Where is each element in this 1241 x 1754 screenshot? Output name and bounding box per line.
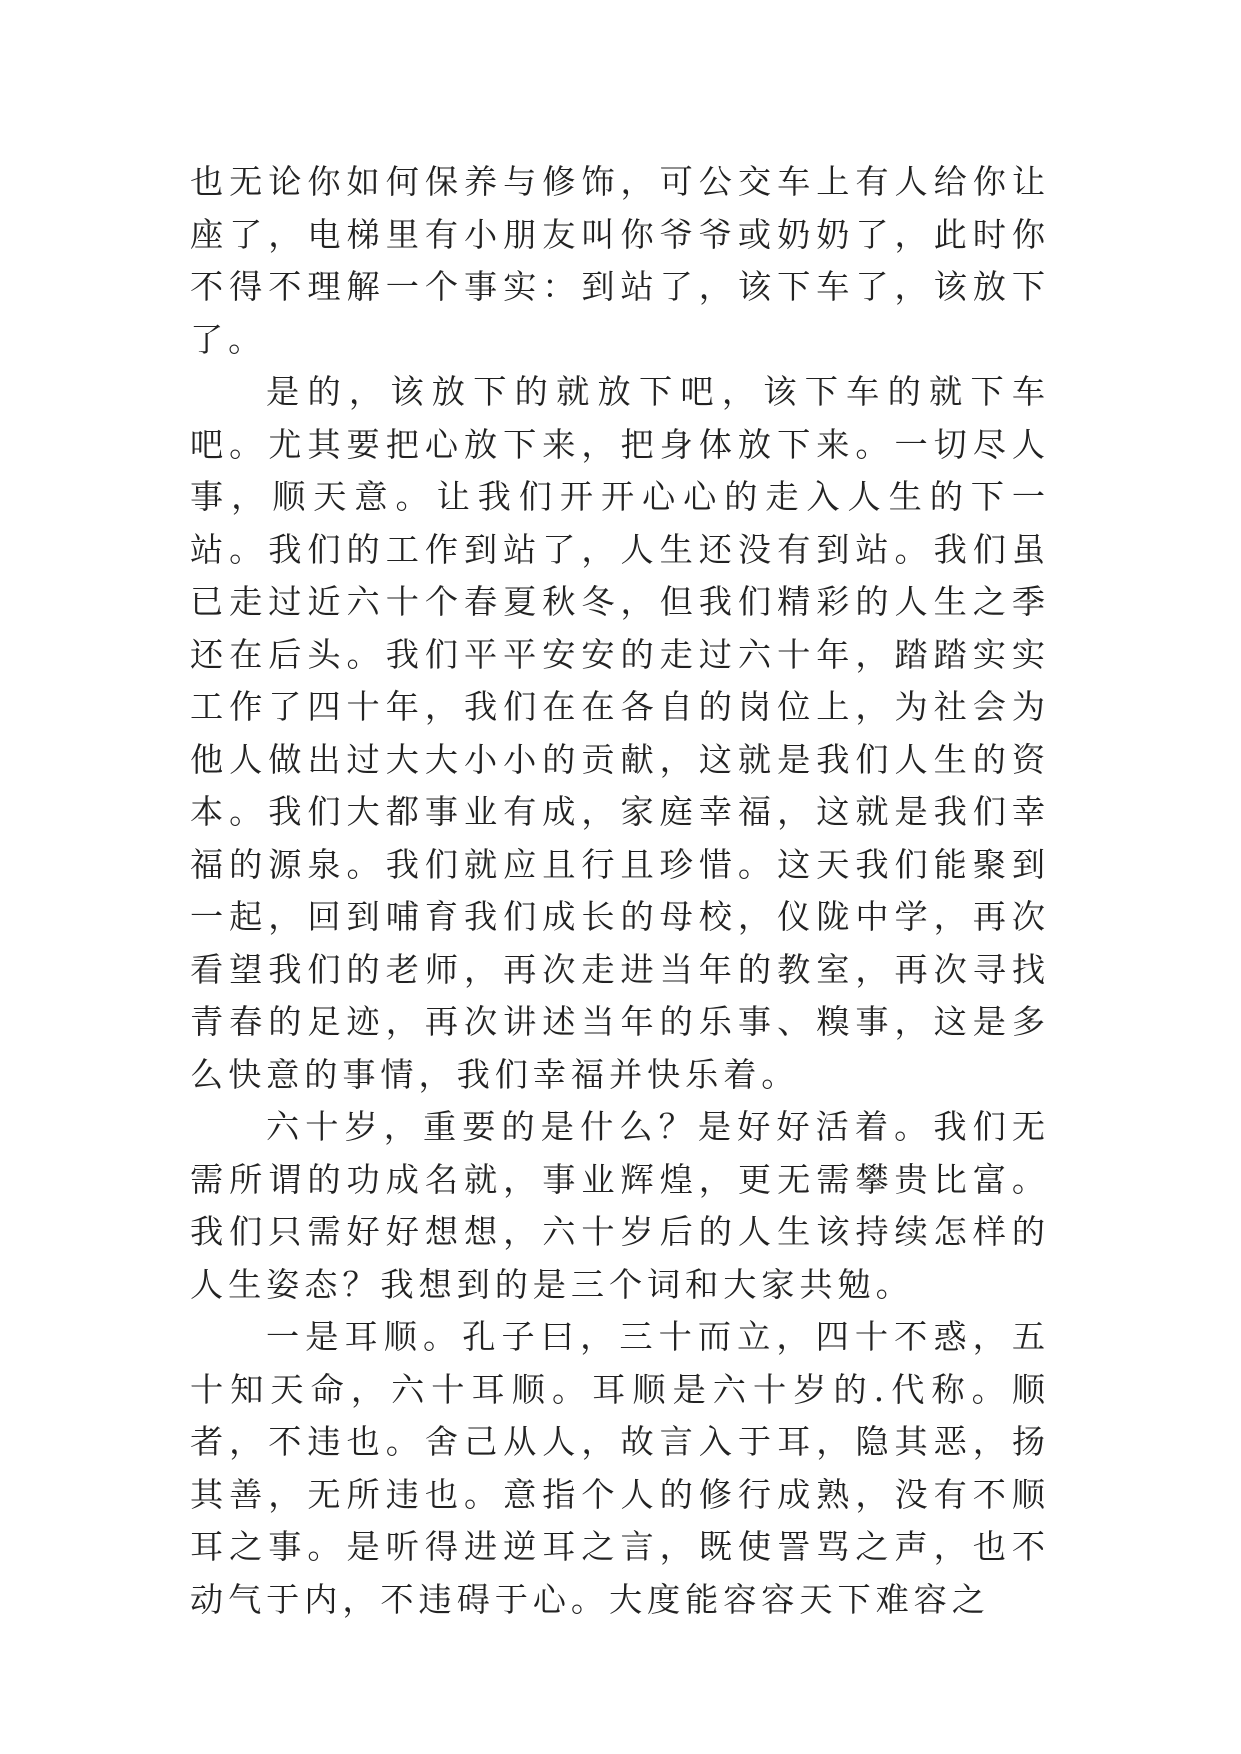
paragraph-3: 六十岁，重要的是什么？是好好活着。我们无需所谓的功成名就，事业辉煌，更无需攀贵比富。我们只需好好想想，六十岁后的人生该持续怎样的人生姿态？我想到的是三个词和大家共勉。: [190, 1107, 1050, 1304]
body-text: [190, 156, 1050, 1626]
paragraph-4: 一是耳顺。孔子曰，三十而立，四十不惑，五十知天命，六十耳顺。耳顺是六十岁的.代称。顺者，不违也。舍己从人，故言入于耳，隐其恶，扬其善，无所违也。意指个人的修行成熟，没有不顺耳之事。是听得进逆耳之言，既使詈骂之声，也不动气于内，不违碍于心。大度能容容天下难容之: [190, 1317, 1050, 1619]
paragraph-2: 是的，该放下的就放下吧，该下车的就下车吧。尤其要把心放下来，把身体放下来。一切尽人事，顺天意。让我们开开心心的走入人生的下一站。我们的工作到站了，人生还没有到站。我们虽已走过近六十个春夏秋冬，但我们精彩的人生之季还在后头。我们平平安安的走过六十年，踏踏实实工作了四十年，我们在在各自的岗位上，为社会为他人做出过大大小小的贡献，这就是我们人生的资本。我们大都事业有成，家庭幸福，这就是我们幸福的源泉。我们就应且行且珍惜。这天我们能聚到一起，回到哺育我们成长的母校，仪陇中学，再次看望我们的老师，再次走进当年的教室，再次寻找青春的足迹，再次讲述当年的乐事、糗事，这是多么快意的事情，我们幸福并快乐着。: [190, 372, 1050, 1094]
paragraph-1: 也无论你如何保养与修饰，可公交车上有人给你让座了，电梯里有小朋友叫你爷爷或奶奶了，此时你不得不理解一个事实：到站了，该下车了，该放下了。: [190, 162, 1050, 359]
